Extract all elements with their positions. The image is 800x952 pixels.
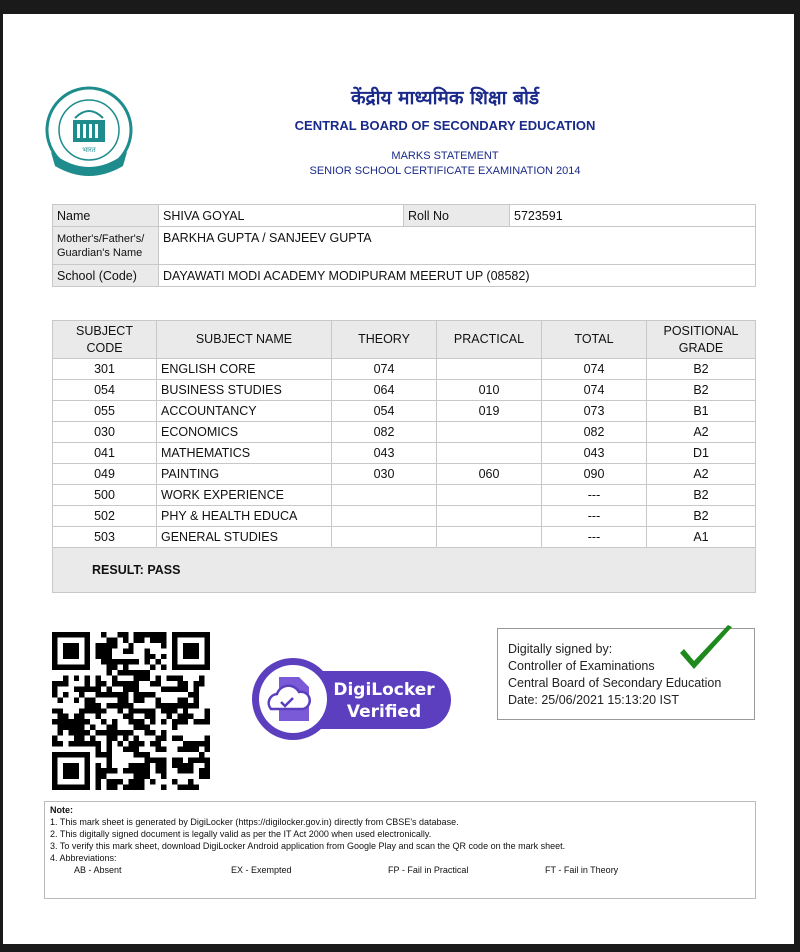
table-row	[53, 443, 756, 464]
cell-grade: D1	[647, 443, 756, 464]
table-row	[53, 401, 756, 422]
header-total: TOTAL	[542, 321, 647, 359]
cell-code: 049	[53, 464, 157, 485]
cell-total: ---	[542, 506, 647, 527]
checkmark-icon	[676, 623, 736, 675]
cell-code: 041	[53, 443, 157, 464]
qr-code-icon	[52, 632, 210, 790]
cell-practical	[437, 422, 542, 443]
cell-grade: A1	[647, 527, 756, 548]
cell-practical	[437, 359, 542, 380]
abbr-item: FT - Fail in Theory	[545, 865, 619, 875]
cell-code: 054	[53, 380, 157, 401]
table-row	[53, 527, 756, 548]
abbr-item: AB - Absent	[74, 865, 122, 875]
student-info-table	[52, 204, 756, 287]
cell-name: WORK EXPERIENCE	[157, 485, 332, 506]
header-theory: THEORY	[332, 321, 437, 359]
cell-name: GENERAL STUDIES	[157, 527, 332, 548]
cell-theory: 054	[332, 401, 437, 422]
note-item: 4. Abbreviations:	[50, 853, 117, 863]
digilocker-verified-badge	[251, 657, 451, 742]
badge-line1: DigiLocker	[333, 680, 435, 700]
cell-code: 503	[53, 527, 157, 548]
cell-name: MATHEMATICS	[157, 443, 332, 464]
cell-theory: 074	[332, 359, 437, 380]
cell-name: PAINTING	[157, 464, 332, 485]
cell-theory: 064	[332, 380, 437, 401]
sign-line-2: Controller of Examinations	[508, 659, 655, 673]
header-subject-code: SUBJECT CODE	[53, 321, 157, 359]
table-row	[53, 464, 756, 485]
cell-code: 055	[53, 401, 157, 422]
document-title: MARKS STATEMENT	[391, 150, 499, 162]
table-row	[53, 485, 756, 506]
table-row	[53, 359, 756, 380]
parents-name: BARKHA GUPTA / SANJEEV GUPTA	[159, 227, 756, 265]
cell-theory	[332, 527, 437, 548]
cell-grade: B2	[647, 359, 756, 380]
cell-practical	[437, 506, 542, 527]
name-label: Name	[53, 205, 159, 227]
cell-name: BUSINESS STUDIES	[157, 380, 332, 401]
cell-theory: 030	[332, 464, 437, 485]
note-item: 2. This digitally signed document is legally valid as per the IT Act 2000 when used electronically.	[50, 829, 432, 839]
table-row	[53, 506, 756, 527]
cell-total: 090	[542, 464, 647, 485]
school-name: DAYAWATI MODI ACADEMY MODIPURAM MEERUT UP (08582)	[159, 265, 756, 287]
cell-total: ---	[542, 485, 647, 506]
note-title: Note:	[50, 805, 73, 815]
sign-line-3: Central Board of Secondary Education	[508, 676, 722, 690]
notes-box	[44, 801, 756, 899]
cell-code: 500	[53, 485, 157, 506]
cell-total: 043	[542, 443, 647, 464]
cell-grade: A2	[647, 422, 756, 443]
header-grade: POSITIONAL GRADE	[647, 321, 756, 359]
cell-practical	[437, 485, 542, 506]
cell-code: 301	[53, 359, 157, 380]
sign-line-1: Digitally signed by:	[508, 642, 613, 656]
cell-grade: B2	[647, 485, 756, 506]
cell-theory	[332, 506, 437, 527]
marks-table	[52, 320, 756, 593]
result-status: RESULT: PASS	[53, 548, 756, 593]
cell-total: 073	[542, 401, 647, 422]
note-item: 1. This mark sheet is generated by DigiLocker (https://digilocker.gov.in) directly from CBSE's database.	[50, 817, 459, 827]
cell-practical: 010	[437, 380, 542, 401]
cell-total: 082	[542, 422, 647, 443]
cell-grade: B2	[647, 380, 756, 401]
header-subject-name: SUBJECT NAME	[157, 321, 332, 359]
cell-practical: 060	[437, 464, 542, 485]
cell-name: ECONOMICS	[157, 422, 332, 443]
school-label: School (Code)	[53, 265, 159, 287]
cell-theory: 082	[332, 422, 437, 443]
cell-theory: 043	[332, 443, 437, 464]
cell-practical	[437, 527, 542, 548]
digital-signature-box	[497, 628, 755, 720]
cell-code: 030	[53, 422, 157, 443]
cell-grade: B1	[647, 401, 756, 422]
cell-practical	[437, 443, 542, 464]
sign-date: Date: 25/06/2021 15:13:20 IST	[508, 693, 679, 707]
cell-code: 502	[53, 506, 157, 527]
cell-name: ACCOUNTANCY	[157, 401, 332, 422]
cell-name: PHY & HEALTH EDUCA	[157, 506, 332, 527]
abbreviations-list	[50, 864, 750, 876]
roll-number: 5723591	[510, 205, 756, 227]
parents-label: Mother's/Father's/ Guardian's Name	[53, 227, 159, 265]
cell-practical: 019	[437, 401, 542, 422]
note-item: 3. To verify this mark sheet, download DigiLocker Android application from Google Play and scan the QR code on the mark sheet.	[50, 841, 566, 851]
board-name-english: CENTRAL BOARD OF SECONDARY EDUCATION	[294, 118, 596, 133]
abbr-item: EX - Exempted	[231, 865, 292, 875]
table-row	[53, 422, 756, 443]
cbse-emblem-icon	[45, 86, 133, 178]
cell-theory	[332, 485, 437, 506]
cell-grade: B2	[647, 506, 756, 527]
cell-total: ---	[542, 527, 647, 548]
logo-text: भारत	[82, 146, 96, 154]
exam-title: SENIOR SCHOOL CERTIFICATE EXAMINATION 2014	[309, 165, 581, 177]
abbr-item: FP - Fail in Practical	[388, 865, 469, 875]
board-name-hindi: केंद्रीय माध्यमिक शिक्षा बोर्ड	[350, 87, 540, 109]
table-row	[53, 380, 756, 401]
cell-total: 074	[542, 359, 647, 380]
cell-grade: A2	[647, 464, 756, 485]
header-practical: PRACTICAL	[437, 321, 542, 359]
badge-line2: Verified	[346, 702, 422, 722]
cell-total: 074	[542, 380, 647, 401]
roll-label: Roll No	[404, 205, 510, 227]
cell-name: ENGLISH CORE	[157, 359, 332, 380]
student-name: SHIVA GOYAL	[159, 205, 404, 227]
